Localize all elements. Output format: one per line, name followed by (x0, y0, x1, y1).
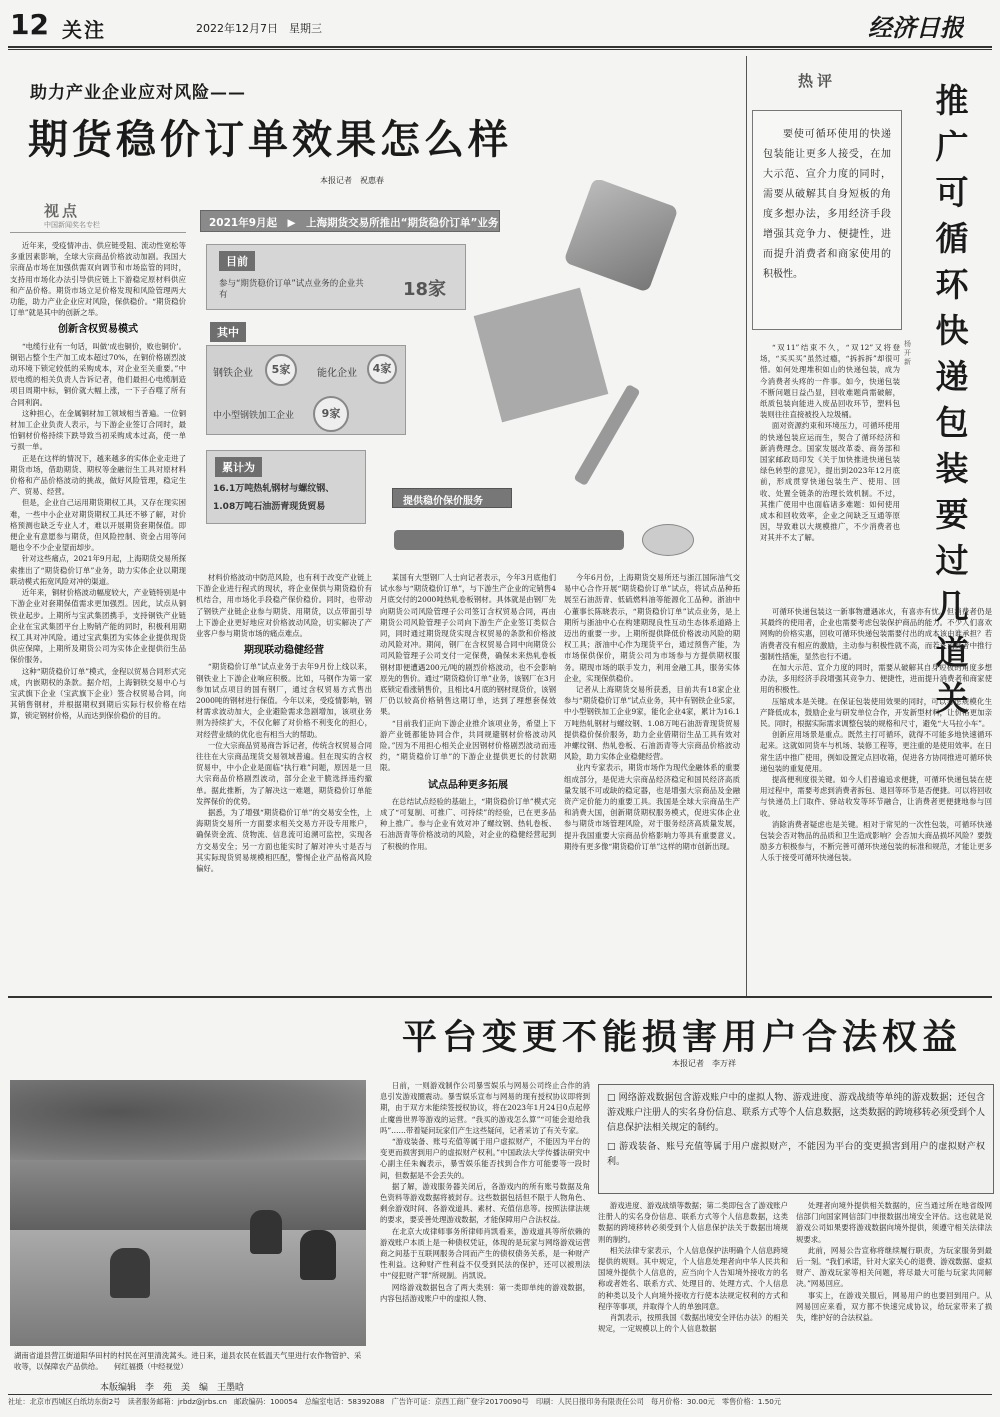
paragraph: 处理者向境外提供相关数据的，应当通过所在地省级网信部门向国家网信部门申报数据出境安全评估。这也就是说游戏公司如果要将游戏数据向境外提供，须遵守相关法律法规要求。 (796, 1201, 992, 1244)
header-rule (8, 46, 992, 48)
photo-caption: 湖南省道县营江街道阳华田村的村民在河里清洗蒿头。进日来，道县农民在低温天气里进行农作物管护、采收等，以保障农产品供给。 何红福摄（中经视觉） (14, 1351, 362, 1371)
paragraph: 提高便利度很关键。如今人们普遍追求便捷，可循环快递包装在使用过程中，需要考虑到消费者拆包、退回等环节是否便捷。可以将回收与快递员上门取件、驿站收发等环节融合，让消费者更便捷地参与回收。 (760, 775, 992, 818)
paragraph: 近年来，受疫情冲击、供应链受阻、流动性宽松等多重因素影响，全球大宗商品价格波动加剧。我国大宗商品市场在加强供需双向调节和市场监管的同时，支持用市场化办法引导供应链上下游稳定原材料供应和产品价格。期货市场立足价格发现和风险管理两大功能，助力产业企业应对风险，保供稳价。“期货稳价订单”就是其中的创新之举。 (10, 241, 186, 318)
page-footer: 社址：北京市西城区白纸坊东街2号 读者服务邮箱：jrbdz@jrbs.cn 邮政编码：100054 总编室电话：58392088 广告许可证：京西工商广登字20170090号 印刷：人民日报印务有限责任公司 每月价格：30.00元 零售价格：1.50元 (8, 1397, 782, 1406)
paragraph: “游戏装备、账号充值等属于用户虚拟财产，不能因为平台的变更而损害到用户的虚拟财产权利。”中国政法大学传播法研究中心副主任朱巍表示，暴雪娱乐能否找到合作方可能要等一段时间，但数据是不会丢失的。 (380, 1137, 590, 1180)
among-tag: 其中 (210, 322, 246, 342)
viewpoint-rule (10, 232, 186, 233)
paragraph: 压缩成本是关键。在保证包装使用效果的同时，可以考虑规模化生产降低成本，鼓励企业与研发单位合作，开发新型材料，让价格更加亲民。同时，根据实际需求调整包装的规格和尺寸，避免“大马拉小车”。 (760, 696, 992, 729)
paragraph: 记者从上海期货交易所获悉，目前共有18家企业参与“期货稳价订单”试点业务，其中有钢铁企业5家，中小型钢铁加工企业9家，能化企业4家，累计为16.1万吨热轧钢材与螺纹钢、1.08万吨石油沥青现货贸易提供稳价保价服务，助力企业借期衍生品工具有效对冲螺纹钢、热轧卷板、石油沥青等大宗商品价格波动风险，助力实体企业稳健经营。 (564, 685, 740, 762)
story1-headline: 期货稳价订单效果怎么样 (28, 117, 512, 163)
category-steel-count: 5家 (265, 354, 297, 386)
story1-column-2 (196, 572, 372, 990)
paragraph: 这种“期货稳价订单”模式，金程以贸易合同形式完成，内嵌期权的条款。据介绍，上海铜铁交易中心与宝武旗下企业（宝武旗下企业）签合权贸易合同，向其销售钢材，并根据期权到期后实际行权价格在结算，锁定钢材价格，从而达到保价稳价的目的。 (10, 666, 186, 721)
footer-rule (8, 1394, 992, 1395)
paragraph: 创新应用场景是重点。既然主打可循环，就得不可能多地快速循环起来。这就如同货车与机场、装修工程等，更注重的是使用效率。在日常生活中推广使用，例如设置定点回收箱，促进各方协同推进可循环快递包装的重复使用。 (760, 730, 992, 773)
photo-trees (10, 1080, 366, 1160)
story1-byline: 本报记者 祝惠春 (320, 176, 384, 185)
paragraph: 事实上，在游戏关服后，网易用户的也要回到用户。从网易回应来看，双方都不快速完成协议，给玩家带来了损失，维护好的合法权益。 (796, 1290, 992, 1323)
viewpoint-column-subtitle: 中国新闻奖名专栏 (44, 221, 100, 229)
photo-figure (300, 1230, 336, 1280)
callout-point-2: □ 游戏装备、账号充值等属于用户虚拟财产，不能因为平台的变更损害到用户的虚拟财产权利。 (607, 1142, 985, 1167)
commentary-author: 杨开新 (904, 340, 911, 366)
infographic-banner (200, 210, 500, 232)
paragraph: 正是在这样的情况下，越来越多的实体企业走进了期货市场，借助期货、期权等金融衍生工具对原材料价格和产品价格波动的挑战，做好风险管理，稳定生产、贸易、经营。 (10, 453, 186, 497)
cumulative-panel (206, 450, 366, 524)
farmers-photo (10, 1080, 366, 1346)
paragraph: 在总结试点经验的基础上，“期货稳价订单”模式完成了“可复制、可推广、可持续”的经验，已在更多品种上推广。参与企业有效对冲了螺纹钢、热轧卷板、石油沥青等价格波动的风险，对企业的稳健经营起到了积极的作用。 (380, 796, 556, 851)
header-rule-thin (8, 49, 992, 50)
callout-point-1: □ 网络游戏数据包含游戏账户中的虚拟人物、游戏进度、游戏战绩等单纯的游戏数据；还包含游戏账户注册人的实名身份信息、联系方式等个人信息数据，这类数据的跨境移转必须受到个人信息保护法相关规定的制约。 (607, 1093, 986, 1133)
story2-column-3 (796, 1200, 992, 1390)
story2-headline: 平台变更不能损害用户合法权益 (402, 1018, 963, 1058)
commentary-column-1 (760, 342, 900, 602)
story2-callout-box (598, 1084, 994, 1194)
paragraph: “期货稳价订单”试点业务于去年9月份上线以来，钢铁业上下游企业响应积极。比如，马钢作为第一家参加试点项目的国有钢厂，通过含权贸易方式售出2000吨的钢材进行保值。今年以来，受疫情影响，钢材需求波动加大，企业避险需求急剧增加，该项业务则为持续扩大，不仅化解了对价格不利变化的担心，对经营业绩的优化也有相当大的帮助。 (196, 662, 372, 739)
photo-figure (250, 1210, 282, 1254)
paragraph: 相关法律专家表示，个人信息保护法明确个人信息跨境提供的规则。其中规定，个人信息处理者向中华人民共和国境外提供个人信息的，应当向个人告知境外接收方的名称或者姓名、联系方式、处理目的、处理方式、个人信息的种类以及个人向境外接收方行使本法规定权利的方式和程序等事项，并取得个人的单独同意。 (598, 1245, 788, 1311)
paragraph: “电缆行业有一句话，叫做‘成也铜价，败也铜价’。铜铝占整个生产加工成本超过70%，在铜价格剧烈波动环境下锁定较低的采购成本，对企业至关重要。”中辰电缆的相关负责人告诉记者，他们最担心电缆制造项目周期中标，铜价就大幅上涨，一下子吞噬了所有合同利润。 (10, 341, 186, 407)
paragraph: 材料价格波动中防范风险，也有利于改变产业链上下游企业进行程式的现状，将企业保供与期货稳价有机结合，用市场化手段稳产保价稳价。同时，也带动了钢铁产业链企业参与期货、用期货，以点带面引导上下游企业更好地应对价格波动风险，切实解决了产业客户参与期货市场的痛点难点。 (196, 573, 372, 639)
current-tag: 目前 (219, 251, 255, 271)
category-chem-count: 4家 (367, 354, 397, 384)
paragraph: 据了解，游戏服务器关闭后，各游戏内的所有账号数据及角色资料等游戏数据将被封存。这些数据包括但不限于人物角色、剩余游戏时间、各游戏道具、素材、充值信息等。按照法律法规的要求，要妥善处理游戏数据，才能保障用户合法权益。 (380, 1181, 590, 1225)
paragraph: 消除消费者疑虑也是关键。相对于常见的一次性包装，可循环快递包装会否对物品的品质和卫生造成影响？会否加大商品损坏风险？要鼓励多方积极参与，不断完善可循环快递包装的标准和规范，才能让更多人乐于接受可循环快递包装。 (760, 819, 992, 863)
calculator-illustration (474, 288, 609, 423)
subheading: 试点品种更多拓展 (428, 779, 508, 791)
paragraph: 但是，企业自己运用期货期权工具，又存在现实困难，一些中小企业对期货期权工具还不够了解，对价格预测也缺乏专业人才，难以开展期货套期保值。即便企业有意愿参与期货，但风险控制、资金占用等问题也令不少企业望而却步。 (10, 498, 186, 553)
paragraph: 游戏进度、游戏战绩等数据；第二类即包含了游戏账户注册人的实名身份信息、联系方式等个人信息数据，这类数据的跨境移转必须受到个人信息保护法关于数据出境规则的制约。 (598, 1201, 788, 1244)
service-text: 提供稳价保价服务 (403, 496, 483, 507)
paragraph: 日前，一则游戏制作公司暴雪娱乐与网易公司终止合作的消息引发游戏圈震动。暴雪娱乐宣布与网易的现有授权协议即将到期，由于双方未能续签授权协议，将在2023年1月24日0点起停止魔兽世界等游戏的运营。“我买的游戏怎么算”“可能会退给我吗”……带着疑问玩家们产生这些疑问，记者采访了有关专家。 (380, 1081, 590, 1135)
category-steel-label: 钢铁企业 (213, 368, 253, 379)
paragraph: 网络游戏数据包含了两大类别：第一类即单纯的游戏数据，内容包括游戏账户中的虚拟人物、 (380, 1282, 590, 1303)
category-small-label: 中小型钢铁加工企业 (213, 411, 295, 421)
story1-column-4 (564, 572, 740, 990)
paragraph: “双11”结束不久，“双12”又将登场，“买买买”虽然过瘾，“拆拆拆”却很可惜。如何处理堆积如山的快递包装，成为今消费者头疼的一件事。如今，快递包装不断问题日益凸显，回收难题尚需破解，纸质包装向能进入废品回收环节，塑料包装则往往直接被投入垃圾桶。 (760, 343, 900, 420)
story1-kicker: 助力产业企业应对风险—— (30, 83, 246, 103)
subheading: 创新含权贸易模式 (58, 324, 138, 336)
current-value: 18家 (403, 279, 447, 300)
category-chem-label: 能化企业 (317, 368, 357, 379)
page-number: 12 (10, 8, 49, 41)
cumulative-line-2: 1.08万吨石油沥青现货贸易 (213, 502, 326, 512)
page-editors: 本版编辑 李 苑 美 编 王墨晗 (100, 1383, 245, 1393)
paragraph: 业内专家表示，期货市场作为现代金融体系的重要组成部分，是促进大宗商品经济稳定和国民经济高质量发展不可或缺的稳定器，也是增强大宗商品及金融资产定价能力的重要工具。我国是全球大宗商品生产和消费大国，创新期货期权服务模式，促进实体企业参与期货市场管理风险，对于服务经济高质量发展，提升我国重要大宗商品价格影响力等具有重要意义。期待有更多像“期货稳价订单”这样的期市创新出现。 (564, 763, 740, 851)
paragraph: 肖凯表示，按照我国《数据出境安全评估办法》的相关规定，一定规模以上的个人信息数据 (598, 1313, 788, 1334)
current-panel (206, 244, 466, 310)
story1-column-3 (380, 572, 556, 990)
commentary-summary: 要使可循环使用的快递包装能让更多人接受，在加大示范、宣介力度的同时，需要从破解其自身短板的角度多想办法，多用经济手段增强其竞争力、便捷性，进而提升消费者和商家使用的积极性。 (763, 129, 891, 280)
paragraph: 一位大宗商品贸易商告诉记者，传统含权贸易合同往往在大宗商品现货交易领域普遍。但在现实的含权贸易中，中小企业是面临“执行难”问题，原因是一旦大宗商品价格剧烈波动，部分企业干脆选择违约撤单。据此推断，为了解决这一难题，期货稳价订单能发挥保价的优势。 (196, 740, 372, 806)
section-divider (8, 996, 992, 998)
paragraph: 某国有大型钢厂人士向记者表示，今年3月底他们试水参与“期货稳价订单”，与下游生产企业的定销售4月底交付的2000吨热轧卷板钢材。具体就是由钢厂先向期货公司风险管理子公司签订含权贸易合同，再由期货公司风险管理子公司向下游生产企业签订类似合同，同时通过期货现货实现含权贸易的条款和价格波动风险对冲。期间，钢厂在含权贸易合同中向期货公司风险管理子公司支付一定保费，确保未来热轧卷板钢材即便遭遇200元/吨的剧烈价格波动，也不会影响原先的售价。通过“期货稳价订单”业务，该钢厂在3月底锁定看涨销售价，且相比4月底的钢材现货价，该钢厂仍以较高价格销售这期订单，达到了理想套保效果。 (380, 573, 556, 717)
category-panel (206, 345, 406, 435)
current-text: 参与“期货稳价订单”试点业务的企业共有 (219, 279, 364, 300)
futures-order-infographic (196, 180, 736, 560)
paragraph: 针对这些痛点，2021年9月起，上海期货交易所探索推出了“期货稳价订单”业务，助力实体企业以期现联动模式拓宽风险对冲的渠道。 (10, 554, 186, 586)
keyboard-illustration (394, 530, 624, 550)
issue-date: 2022年12月7日 星期三 (196, 22, 322, 35)
section-name: 关注 (62, 18, 106, 42)
cumulative-tag: 累计为 (215, 457, 262, 477)
cube-illustration (563, 180, 678, 293)
story1-column-1 (10, 240, 186, 990)
cumulative-line-1: 16.1万吨热轧钢材与螺纹钢、 (213, 484, 335, 494)
commentary-headline: 推广可循环快递包装要过几道关 (935, 81, 969, 718)
infographic-banner-text: 2021年9月起 ▶ 上海期货交易所推出“期货稳价订单”业务 (209, 217, 499, 229)
story2-column-2 (598, 1200, 788, 1390)
paragraph: 此前，网易公告宣称将继续履行职责，为玩家服务到最后一刻。“我们承诺，针对大家关心的退费、游戏数据、虚拟财产、游戏玩家等相关问题，将尽最大可能与玩家共同解决。”网易回应。 (796, 1245, 992, 1289)
newspaper-logo: 经济日报 (868, 13, 964, 42)
paragraph: 在北京大成律师事务所律师肖凯看来，游戏道具等所依赖的游戏账户本质上是一种债权凭证，体现的是玩家与网络游戏运营商之间基于互联网服务合同而产生的债权债务关系，是一种财产性利益。这种财产性利益不仅受到民法的保护，还可以被刑法中“侵犯财产罪”所规制。肖凯说。 (380, 1226, 590, 1281)
story2-byline: 本报记者 李万祥 (672, 1059, 736, 1068)
story2-column-1 (380, 1080, 590, 1390)
service-tag (392, 488, 512, 508)
paragraph: 今年6月份，上海期货交易所还与浙江国际油气交易中心合作开展“期货稳价订单”试点，将试点品种拓展至石油沥青、低硫燃料油等能源化工品种。浙油中心董事长陈晓表示，“期货稳价订单”试点业务，是上期所与浙油中心在构建期现良性互动生态体系道路上迈出的重要一步。上期所提供降低价格波动风险的期权工具；浙油中心作为现货平台，通过预售产能，为市场保供保价，期货公司为市场参与方提供期权服务。期现市场的联手发力，利用金融工具，服务实体企业，实现保供稳价。 (564, 573, 740, 683)
paragraph: “目前我们正向下游企业推介该项业务，希望上下游产业链都能协同合作，共同规避钢材价格波动风险。”因为不用担心相关企业因钢材价格剧烈波动而违约，“期货稳价订单”的下游企业提供更长的付款期限。 (380, 718, 556, 773)
paragraph: 据悉，为了增强“期货稳价订单”的交易安全性，上海期货交易所一方面要求相关交易方开设专用账户，确保资金流、货物流、信息流可追溯可监控，实现各方交易安全；另一方面也能实时了解对冲头寸是否与其实际现货贸易规模相匹配，警惕企业产品格高风险偏好。 (196, 808, 372, 874)
category-small-count: 9家 (313, 396, 349, 432)
commentary-summary-box (752, 110, 902, 330)
column-divider (746, 56, 747, 996)
photo-figure (110, 1248, 150, 1298)
paragraph: 在加大示范、宣介力度的同时，需要从破解其自身短板的角度多想办法，多用经济手段增强其竞争力、便捷性，进而提升消费者和商家使用的积极性。 (760, 663, 992, 695)
paragraph: 面对资源约束和环境压力，可循环使用的快递包装应运而生，契合了循环经济和新消费理念。国家发展改革委、商务部和国家邮政局印发《关于加快推进快递包装绿色转型的意见》，提出到2023年12月底前，形成贯穿快递包装生产、使用、回收、处置全链条的治理长效机制。不过，其推广使用中也面临诸多难题：如何使用成本和回收效率，企业之间缺乏互通等原因，导致难以大规模推广，不少消费者也对其并不太了解。 (760, 421, 900, 543)
mouse-illustration (642, 524, 694, 556)
paragraph: 这种担心，在金属铜材加工领域相当普遍。一位铜材加工企业负责人表示，与下游企业签订合同时，最怕铜材价格持续下跌导致当初采购成本过高，使一单亏损一单。 (10, 408, 186, 452)
paragraph: 可循环快递包装这一新事物遭遇冰火，有喜亦有忧。但消费者仍是其最终的使用者，企业也需要考虑包装保护商品的能力。不少人们喜欢网购的价格实惠，回收可循环快递包装需要付出的成本该由谁承担？若消费者没有相应的激励，主动参与积极性就不高，而若在消费者中推行强制性措施，显然也行不通。 (760, 607, 992, 661)
commentary-label: 热评 (798, 72, 837, 90)
subheading: 期现联动稳健经营 (244, 645, 324, 657)
paragraph: 近年来，铜材价格波动幅度较大，产业链特别是中下游企业对套期保值需求更加强烈。因此，试点从铜铁业起步。上期所与宝武集团携手，支持铜铁产业链企业在宝武集团平台上购销产能的同时，积极利用期权工具对冲风险。通过宝武集团为实体企业提供现货供应保障，上期所及期货公司为实体企业提供衍生品保价服务。 (10, 588, 186, 665)
commentary-column-2 (760, 606, 992, 994)
viewpoint-column-title: 视点 (44, 202, 81, 220)
